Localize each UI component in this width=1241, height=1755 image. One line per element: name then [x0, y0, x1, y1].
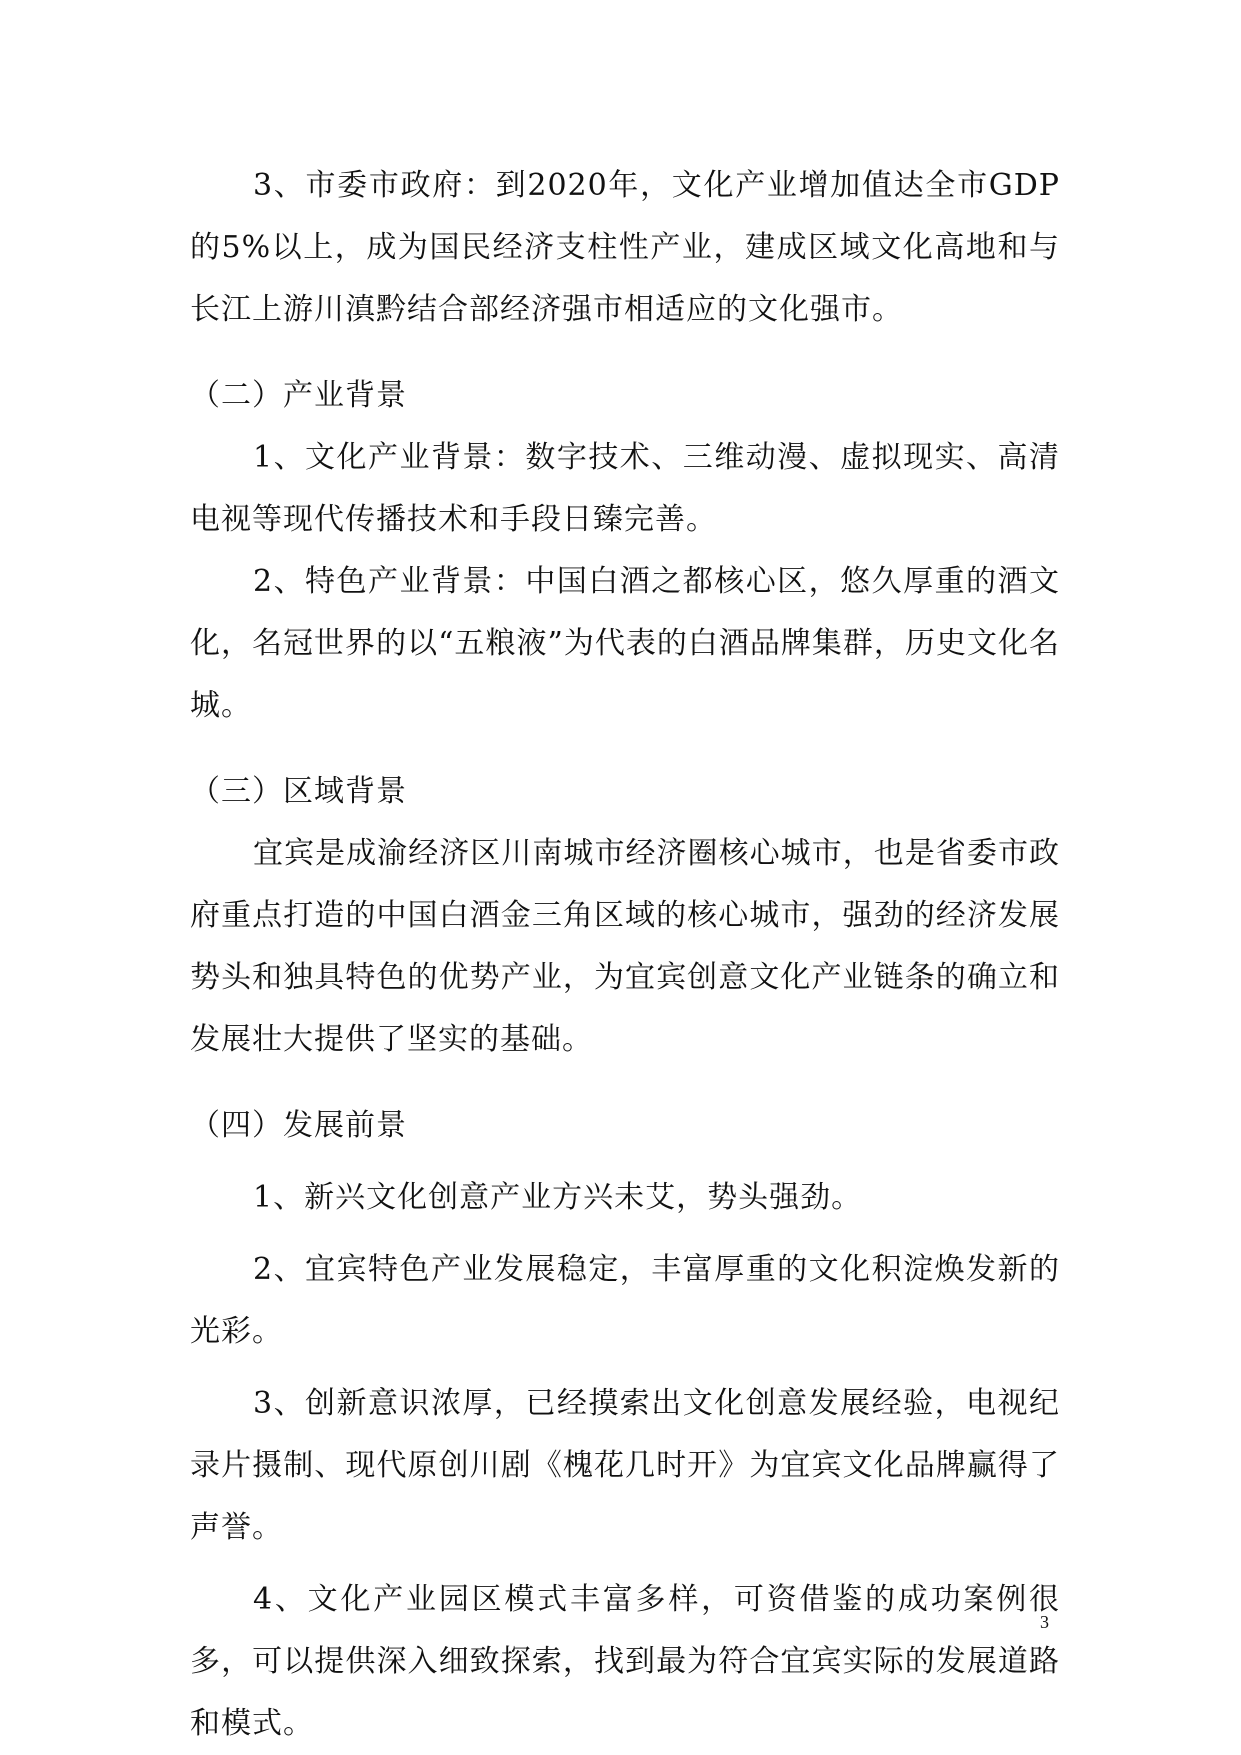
heading-industry-background: （二）产业背景	[190, 378, 407, 413]
heading-regional-background: （三）区域背景	[190, 774, 407, 809]
paragraph-special-industry: 2、特色产业背景：中国白酒之都核心区，悠久厚重的酒文化，名冠世界的以“五粮液”为代表的白酒品牌集群，历史文化名城。	[190, 564, 1060, 723]
paragraph-prospect-4: 4、文化产业园区模式丰富多样，可资借鉴的成功案例很多，可以提供深入细致探索，找到最为符合宜宾实际的发展道路和模式。	[190, 1582, 1060, 1741]
paragraph-municipal-goal: 3、市委市政府：到2020年，文化产业增加值达全市GDP的5%以上，成为国民经济支柱性产业，建成区域文化高地和与长江上游川滇黔结合部经济强市相适应的文化强市。	[190, 168, 1060, 327]
paragraph-regional: 宜宾是成渝经济区川南城市经济圈核心城市，也是省委市政府重点打造的中国白酒金三角区域的核心城市，强劲的经济发展势头和独具特色的优势产业，为宜宾创意文化产业链条的确立和发展壮大提供了坚实的基础。	[190, 836, 1060, 1057]
heading-prospects: （四）发展前景	[190, 1108, 407, 1143]
paragraph-prospect-2: 2、宜宾特色产业发展稳定，丰富厚重的文化积淀焕发新的光彩。	[190, 1252, 1060, 1349]
document-body	[190, 155, 1060, 1755]
paragraph-culture-industry: 1、文化产业背景：数字技术、三维动漫、虚拟现实、高清电视等现代传播技术和手段日臻完善。	[190, 440, 1060, 537]
paragraph-prospect-3: 3、创新意识浓厚，已经摸索出文化创意发展经验，电视纪录片摄制、现代原创川剧《槐花几时开》为宜宾文化品牌赢得了声誉。	[190, 1386, 1060, 1545]
paragraph-prospect-1: 1、新兴文化创意产业方兴未艾，势头强劲。	[253, 1180, 863, 1215]
page-number: 3	[1040, 1612, 1049, 1632]
